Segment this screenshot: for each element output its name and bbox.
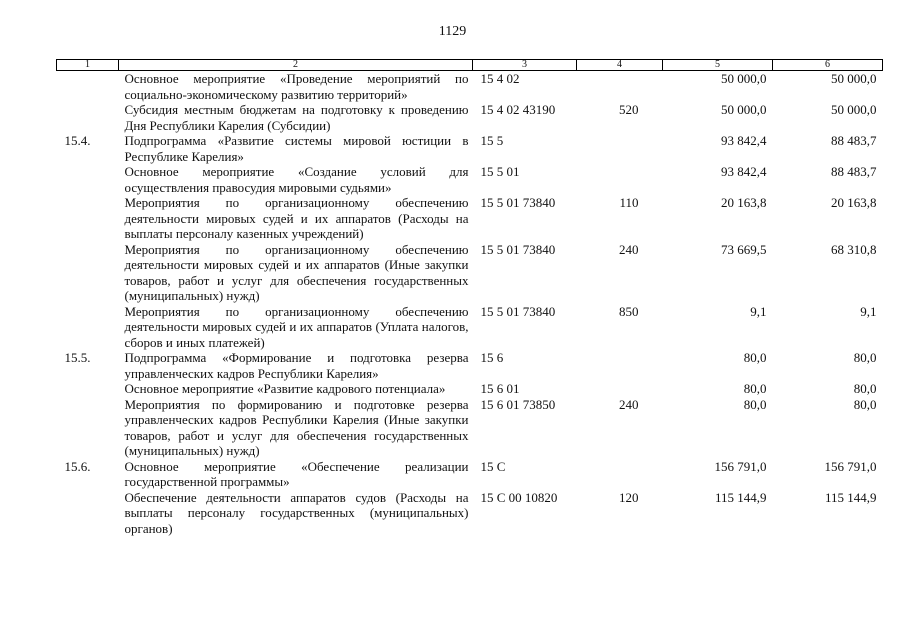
header-row [57, 60, 883, 71]
target-code: 15 6 [480, 350, 504, 365]
table-row [57, 459, 883, 490]
row-number [57, 242, 119, 304]
amount-year-2: 50 000,0 [831, 102, 877, 117]
target-code: 15 5 01 [480, 164, 520, 179]
expense-type: 120 [619, 489, 639, 505]
table-row [57, 133, 883, 164]
amount-year-1: 80,0 [743, 396, 767, 412]
target-code: 15 5 01 73840 [480, 195, 556, 210]
target-code: 15 6 01 73850 [480, 396, 556, 412]
expense-name: Подпрограмма «Развитие системы мировой юстиции в Республике Карелия» [124, 133, 469, 164]
expense-type: 850 [619, 303, 639, 319]
amount-year-1: 115 144,9 [714, 489, 767, 505]
row-number [57, 164, 119, 195]
expense-name: Мероприятия по формированию и подготовке резерва управленческих кадров Республики Карелия (Иные закупки товаров, работ и услуг для обеспечения государственных (муниципальных) нужд) [124, 396, 469, 458]
column-header-4: 4 [577, 60, 663, 71]
row-number: 15.4. [64, 133, 91, 148]
target-code: 15 4 02 [480, 71, 520, 86]
amount-year-2: 80,0 [853, 350, 877, 365]
row-number [57, 397, 119, 459]
amount-year-2: 80,0 [853, 381, 877, 396]
expense-name: Основное мероприятие «Создание условий для осуществления правосудия мировыми судьями» [124, 164, 469, 195]
amount-year-2: 20 163,8 [831, 195, 877, 210]
expense-type [577, 71, 663, 103]
target-code: 15 4 02 43190 [480, 102, 556, 117]
amount-year-2: 80,0 [853, 396, 877, 412]
table-body [57, 71, 883, 537]
amount-year-1: 9,1 [750, 303, 767, 319]
table-row [57, 195, 883, 242]
expense-type: 110 [619, 195, 639, 210]
column-header-2: 2 [119, 60, 473, 71]
amount-year-1: 73 669,5 [721, 241, 767, 257]
row-number: 15.6. [64, 458, 91, 474]
amount-year-2: 88 483,7 [831, 164, 877, 179]
row-number [57, 102, 119, 133]
expense-type [577, 133, 663, 164]
column-header-6: 6 [773, 60, 883, 71]
expense-type [577, 459, 663, 490]
row-number [57, 195, 119, 242]
amount-year-2: 115 144,9 [824, 489, 877, 505]
table-row [57, 102, 883, 133]
table-row [57, 381, 883, 397]
target-code: 15 С 00 10820 [480, 489, 558, 505]
expense-name: Обеспечение деятельности аппаратов судов (Расходы на выплаты персоналу государственных (муниципальных) органов) [124, 489, 469, 536]
expense-type [577, 381, 663, 397]
amount-year-2: 68 310,8 [831, 241, 877, 257]
row-number: 15.5. [64, 350, 91, 365]
table-row [57, 490, 883, 537]
table-row [57, 397, 883, 459]
amount-year-2: 9,1 [860, 303, 877, 319]
target-code: 15 5 01 73840 [480, 241, 556, 257]
table-row [57, 71, 883, 103]
table-row [57, 242, 883, 304]
expense-name: Основное мероприятие «Обеспечение реализации государственной программы» [124, 458, 469, 489]
page-number: 1129 [438, 24, 467, 39]
row-number [57, 71, 119, 103]
table-row [57, 304, 883, 351]
column-header-5: 5 [663, 60, 773, 71]
row-number [57, 304, 119, 351]
column-header-3: 3 [473, 60, 577, 71]
amount-year-2: 156 791,0 [824, 458, 877, 474]
expense-type: 520 [619, 102, 639, 117]
target-code: 15 6 01 [480, 381, 520, 396]
expense-type [577, 350, 663, 381]
expense-type: 240 [619, 396, 639, 412]
amount-year-2: 88 483,7 [831, 133, 877, 148]
expense-name: Мероприятия по организационному обеспечению деятельности мировых судей и их аппаратов (Иные закупки товаров, работ и услуг для обеспечения государственных (муниципальных) нужд) [124, 241, 469, 303]
table-row [57, 164, 883, 195]
amount-year-1: 50 000,0 [721, 102, 767, 117]
column-header-1: 1 [57, 60, 119, 71]
expense-name: Мероприятия по организационному обеспечению деятельности мировых судей и их аппаратов (Уплата налогов, сборов и иных платежей) [124, 303, 469, 350]
expense-name: Мероприятия по организационному обеспечению деятельности мировых судей и их аппаратов (Расходы на выплаты персоналу казенных учреждений) [124, 195, 469, 241]
expense-name: Подпрограмма «Формирование и подготовка резерва управленческих кадров Республики Карелия» [124, 350, 469, 381]
expense-type [577, 164, 663, 195]
amount-year-1: 20 163,8 [721, 195, 767, 210]
target-code: 15 5 [480, 133, 504, 148]
amount-year-1: 80,0 [743, 350, 767, 365]
expense-name: Субсидия местным бюджетам на подготовку к проведению Дня Республики Карелия (Субсидии) [124, 102, 469, 133]
target-code: 15 5 01 73840 [480, 303, 556, 319]
budget-table [56, 59, 883, 536]
amount-year-1: 93 842,4 [721, 133, 767, 148]
expense-type: 240 [619, 241, 639, 257]
amount-year-2: 50 000,0 [831, 71, 877, 86]
row-number [57, 490, 119, 537]
row-number [57, 381, 119, 397]
table-row [57, 350, 883, 381]
target-code: 15 С [480, 458, 506, 474]
amount-year-1: 156 791,0 [714, 458, 767, 474]
amount-year-1: 50 000,0 [721, 71, 767, 86]
amount-year-1: 93 842,4 [721, 164, 767, 179]
amount-year-1: 80,0 [743, 381, 767, 396]
expense-name: Основное мероприятие «Проведение мероприятий по социально-экономическому развитию территорий» [124, 71, 469, 102]
expense-name: Основное мероприятие «Развитие кадрового потенциала» [124, 381, 446, 396]
